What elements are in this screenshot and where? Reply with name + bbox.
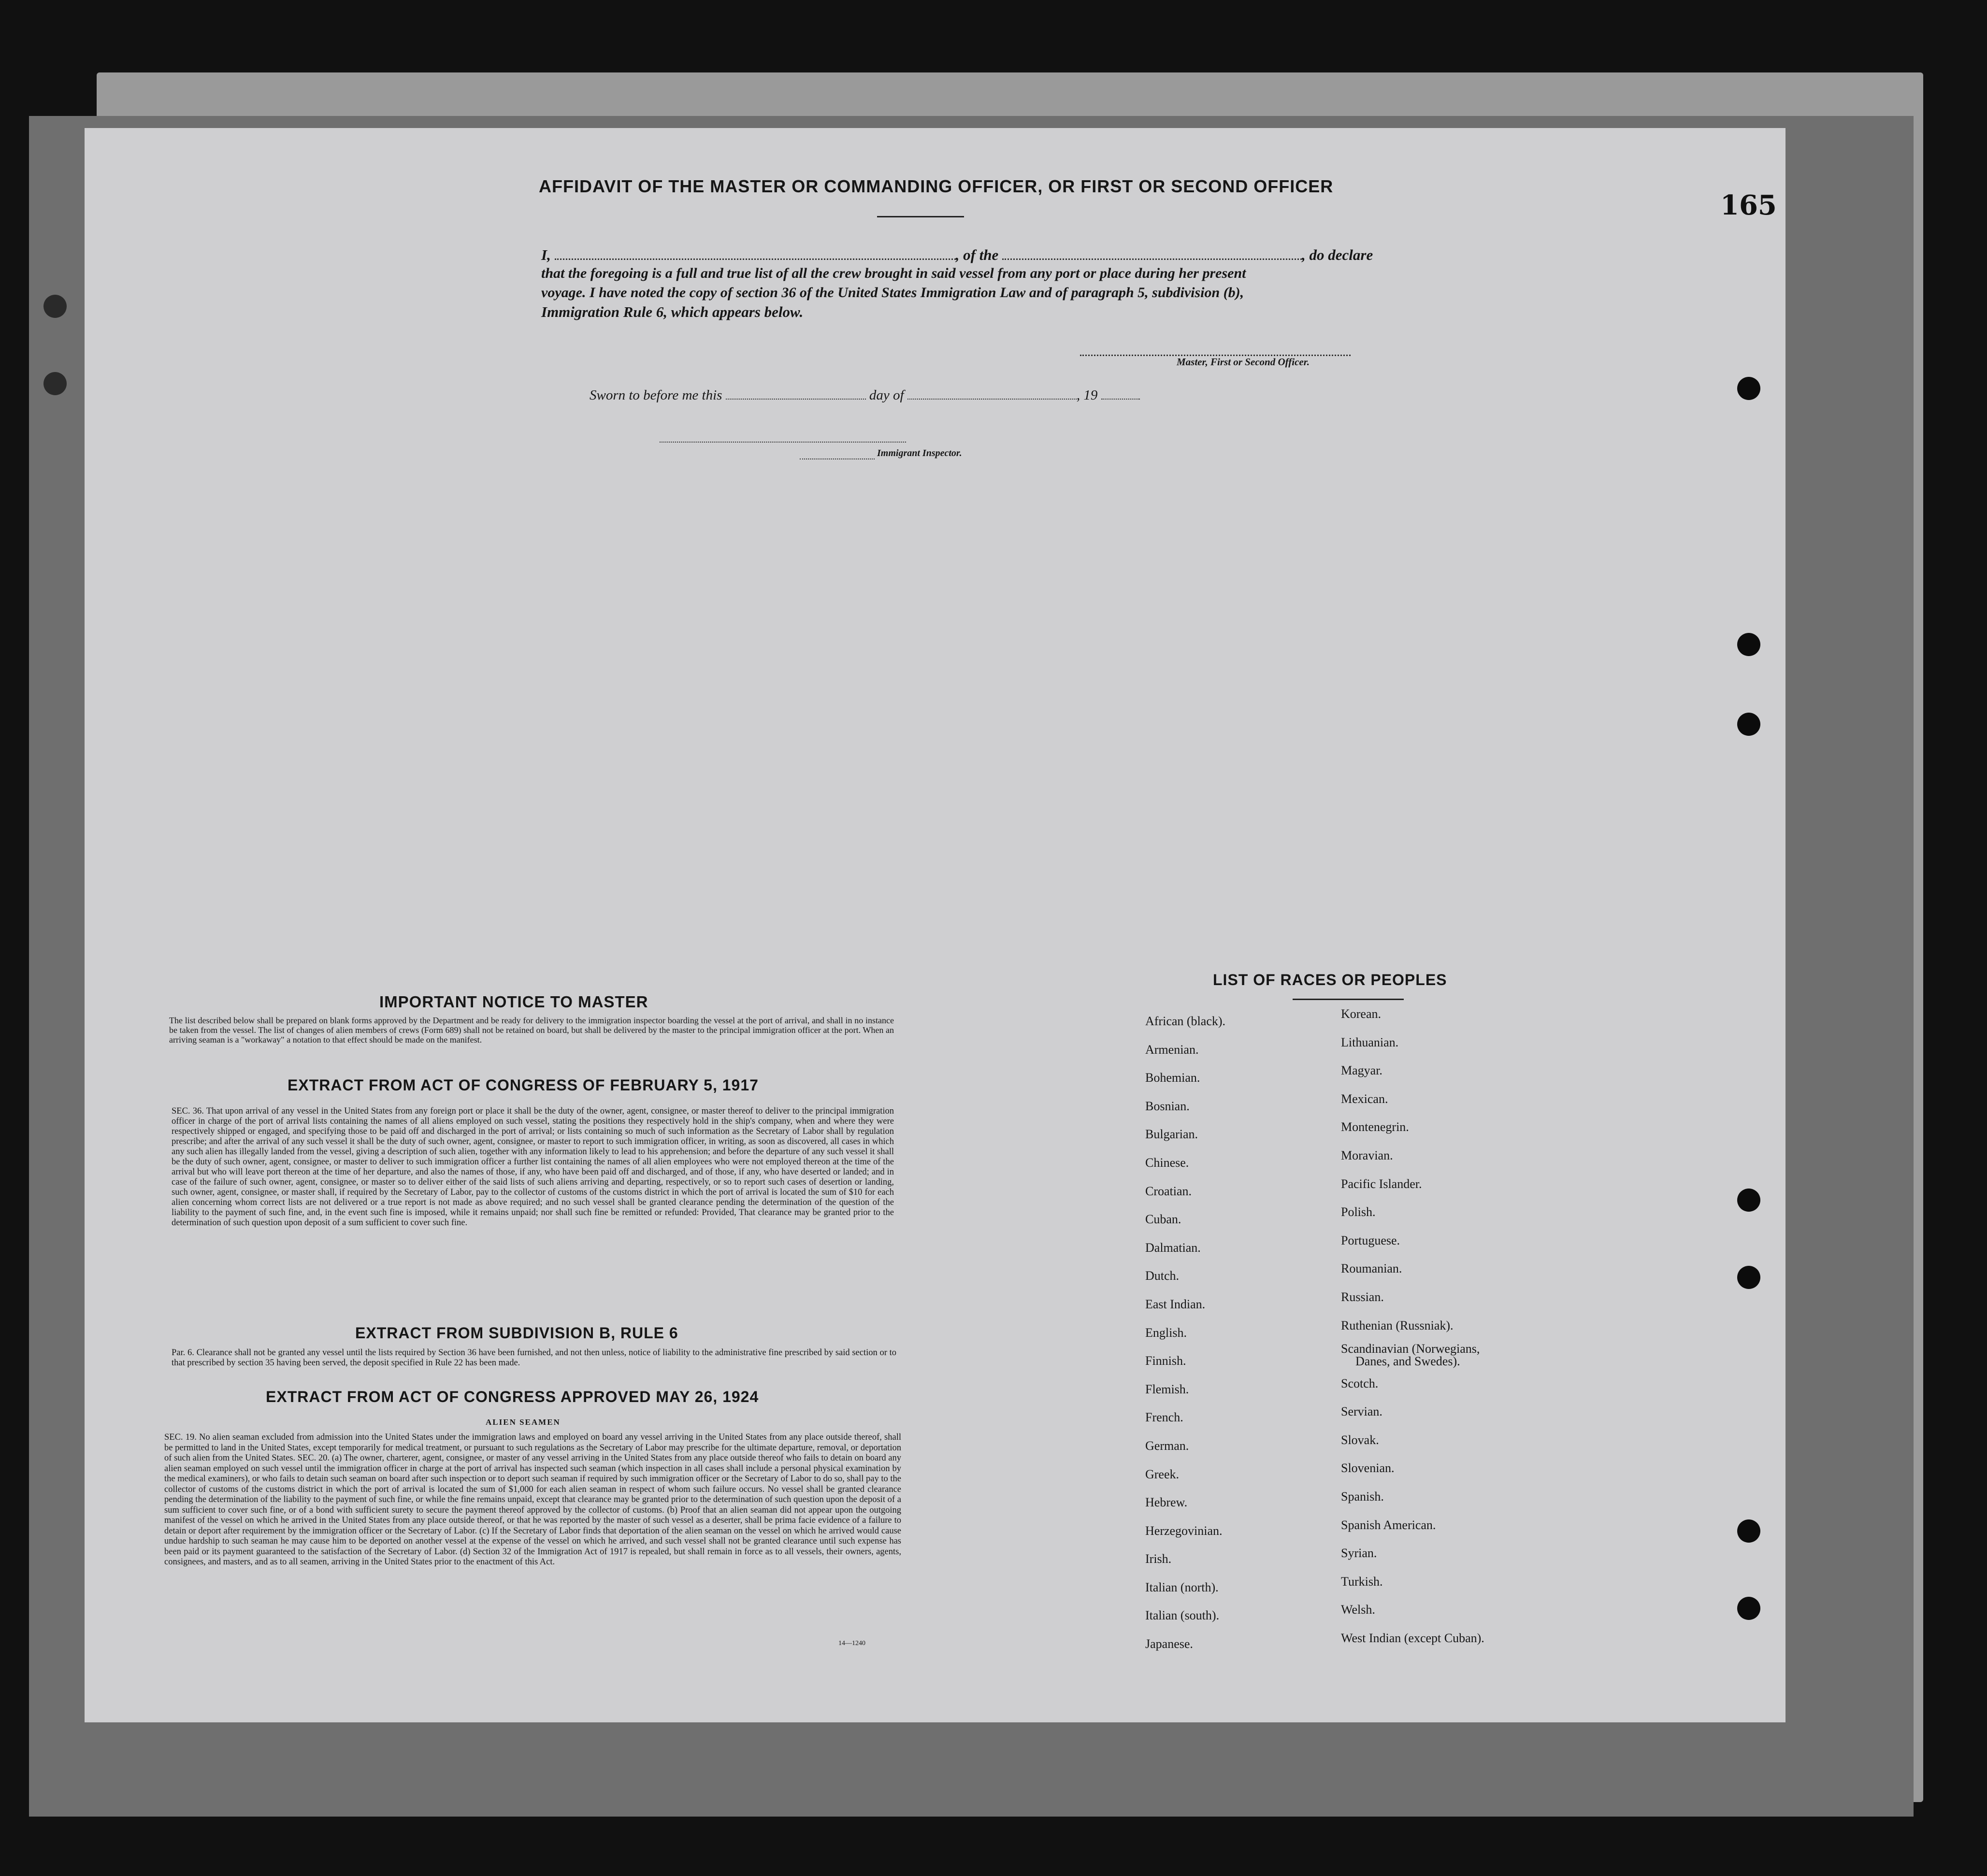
race-right-4: Montenegrin. [1341,1120,1409,1134]
race-right-13: Danes, and Swedes). [1355,1354,1460,1368]
sworn-year: , 19 [1076,387,1098,403]
race-right-7: Polish. [1341,1205,1376,1219]
race-right-16: Slovak. [1341,1432,1379,1447]
title-rule [877,216,964,217]
page-number: 165 [1720,189,1777,221]
race-right-14: Scotch. [1341,1376,1379,1390]
races-left-column [1145,1015,1225,1666]
form-page [85,128,1785,1722]
race-left-9: Dutch. [1145,1269,1180,1283]
master-signature-label: Master, First or Second Officer. [1177,356,1310,368]
race-left-6: Croatian. [1145,1184,1192,1198]
affidavit-i: I, [541,246,551,263]
race-left-3: Bosnian. [1145,1099,1190,1113]
binder-hole [1737,1519,1760,1543]
race-left-15: German. [1145,1438,1189,1453]
race-right-1: Lithuanian. [1341,1035,1399,1049]
race-left-10: East Indian. [1145,1297,1206,1311]
sworn-day-of: day of [869,387,904,403]
races-title-rule [1293,999,1404,1000]
vessel-blank[interactable] [1002,247,1302,260]
extract-1924-title: EXTRACT FROM ACT OF CONGRESS APPROVED MAY 26, 1924 [266,1388,759,1405]
race-left-5: Chinese. [1145,1155,1189,1170]
race-right-6: Pacific Islander. [1341,1176,1422,1191]
affidavit-line-3: voyage. I have noted the copy of section 36 of the United States Immigration Law and of paragraph 5, subdivision (b), [541,285,1244,301]
binder-hole [1737,633,1760,656]
race-left-22: Japanese. [1145,1637,1193,1651]
extract-1917-title: EXTRACT FROM ACT OF CONGRESS OF FEBRUARY 5, 1917 [288,1076,759,1094]
race-right-19: Spanish American. [1341,1518,1436,1532]
binder-hole [1737,1266,1760,1289]
race-right-5: Moravian. [1341,1148,1393,1162]
affidavit-line-1 [541,245,1373,265]
name-blank[interactable] [555,247,956,260]
binder-hole [43,295,67,318]
extract-1917-text: SEC. 36. That upon arrival of any vessel in the United States from any foreign port or place it shall be the duty of the owner, agent, consignee, or master thereof to deliver to the principal immigration officer in charge of the port of arrival lists containing the names of all aliens employed on such vessel, stating the positions they respectively hold in the ship's company, when and where they were respectively shipped or engaged, and specifying those to be paid off and discharged in the port of arrival; or lists containing so much of such information as the Secretary of Labor shall by regulation prescribe; and after the arrival of any such vessel it shall be the duty of such owner, agent, consignee, or master to report to such immigration officer, in writing, as soon as discovered, all cases in which any such alien has illegally landed from the vessel, giving a description of such alien, together with any information likely to lead to his apprehension; and before the departure of any such vessel it shall be the duty of such owner, agent, consignee, or master to deliver to such immigration officer a further list containing the names of all alien employees who were not employed thereon at the time of the arrival but who will leave port thereon at the time of her departure, and also the names of those, if any, who have been paid off and discharged, and of those, if any, who have deserted or landed; and in case of the failure of such owner, agent, consignee, or master so to deliver either of the said lists of such aliens arriving and departing, respectively, or so to report such cases of desertion or landing, such owner, agent, consignee, or master shall, if required by the Secretary of Labor, pay to the collector of customs of the customs district in which the port of arrival is located the sum of $10 for each alien concerning whom correct lists are not delivered or a true report is not made as above required; and no such vessel shall be granted clearance pending the determination of the question of the liability to the payment of such fine, and, in the event such fine is imposed, while it remains unpaid; nor shall such fine be remitted or refunded: Provided, That clearance may be granted prior to the determination of such question upon deposit of a sum sufficient to cover such fine. [172,1106,894,1228]
race-right-18: Spanish. [1341,1489,1384,1504]
race-left-14: French. [1145,1410,1183,1425]
affidavit-of-the: , of the [955,246,999,263]
race-right-20: Syrian. [1341,1546,1377,1561]
race-left-7: Cuban. [1145,1212,1181,1227]
race-left-18: Herzegovinian. [1145,1523,1223,1538]
race-left-1: Armenian. [1145,1042,1199,1057]
binder-hole [1737,1189,1760,1212]
sworn-prefix: Sworn to before me this [590,387,722,403]
race-right-0: Korean. [1341,1007,1382,1021]
extract-1924-subtitle: ALIEN SEAMEN [486,1418,561,1427]
race-left-13: Flemish. [1145,1382,1189,1396]
affidavit-title: AFFIDAVIT OF THE MASTER OR COMMANDING OFFICER, OR FIRST OR SECOND OFFICER [539,176,1334,196]
race-right-11: Ruthenian (Russniak). [1341,1318,1454,1332]
affidavit-line-2: that the foregoing is a full and true list of all the crew brought in said vessel from any port or place during her present [541,265,1246,281]
race-left-11: English. [1145,1325,1187,1340]
binder-hole [1737,377,1760,400]
race-right-8: Portuguese. [1341,1233,1400,1247]
extract-rule6-text: Par. 6. Clearance shall not be granted any vessel until the lists required by Section 36 have been furnished, and not then unless, notice of liability to the administrative fine prescribed by said section or to that prescribed by section 35 having been served, the deposit specified in Rule 22 has been made. [172,1348,896,1368]
form-number: 14—1240 [838,1640,865,1647]
sworn-year-blank[interactable] [1101,387,1140,400]
race-right-2: Magyar. [1341,1063,1382,1078]
race-right-21: Turkish. [1341,1574,1383,1589]
race-right-22: Welsh. [1341,1603,1375,1617]
binder-hole [43,372,67,395]
affidavit-declare: , do declare [1302,246,1373,263]
sworn-month-blank[interactable] [907,387,1077,400]
race-left-4: Bulgarian. [1145,1127,1198,1142]
notice-title: IMPORTANT NOTICE TO MASTER [379,993,648,1011]
race-left-12: Finnish. [1145,1354,1186,1368]
extract-1924-text: SEC. 19. No alien seaman excluded from admission into the United States under the immigration laws and employed on board any vessel arriving in the United States from any place outside thereof, shall be permitted to land in the United States, except temporarily for medical treatment, or pursuant to such regulations as the Secretary of Labor may prescribe for the ultimate departure, removal, or deportation of such alien from the United States. SEC. 20. (a) The owner, charterer, agent, consignee, or master of any vessel arriving in the United States from any place outside thereof who fails to detain on board any alien seaman employed on such vessel until the immigration officer in charge at the port of arrival has inspected such seaman (which inspection in all cases shall include a personal physical examination by the medical examiners), or who fails to detain such seaman on board after such inspection or to deport such seaman if required by such immigration officer or the Secretary of Labor to do so, shall pay to the collector of customs of the customs district in which the port of arrival is located the sum of $1,000 for each alien seaman in respect of whom such failure occurs. No vessel shall be granted clearance pending the determination of the liability to the payment of such fine, or while the fine remains unpaid, except that clearance may be granted prior to the determination of such question upon the deposit of a sum sufficient to cover such fine, or of a bond with sufficient surety to secure the payment thereof approved by the collector of customs. (b) Proof that an alien seaman did not appear upon the outgoing manifest of the vessel on which he arrived in the United States from any place outside thereof, or that he was reported by the master of such vessel as a deserter, shall be prima facie evidence of a failure to detain or deport after requirement by the immigration officer or the Secretary of Labor. (c) If the Secretary of Labor finds that deportation of the alien seaman on the vessel on which he arrived would cause undue hardship to such seaman he may cause him to be deported on another vessel at the expense of the vessel on which he arrived, and such vessel shall not be granted clearance until such expense has been paid or its payment guaranteed to the satisfaction of the Secretary of Labor. (d) Section 32 of the Immigration Act of 1917 is repealed, but shall remain in force as to all vessels, their owners, agents, consignees, and masters, and as to all seamen, arriving in the United States prior to the enactment of this Act. [164,1432,901,1567]
race-left-8: Dalmatian. [1145,1240,1201,1255]
races-title: LIST OF RACES OR PEOPLES [1213,971,1447,988]
races-right-column [1341,1007,1484,1660]
extract-rule6-title: EXTRACT FROM SUBDIVISION B, RULE 6 [355,1324,678,1342]
race-left-0: African (black). [1145,1014,1226,1028]
binder-hole [1737,1597,1760,1620]
race-left-16: Greek. [1145,1467,1180,1481]
inspector-signature-blank[interactable] [660,430,906,443]
master-signature-blank[interactable] [1080,343,1351,356]
race-left-21: Italian (south). [1145,1608,1220,1623]
race-right-9: Roumanian. [1341,1261,1402,1276]
sworn-date-blank[interactable] [726,387,866,400]
race-right-10: Russian. [1341,1289,1384,1304]
inspector-label: Immigrant Inspector. [877,448,962,458]
notice-text: The list described below shall be prepared on blank forms approved by the Department and be ready for delivery to the immigration inspector boarding the vessel at the port of arrival, and shall in no instance be taken from the vessel. The list of changes of alien members of crews (Form 689) shall not be retained on board, but shall be delivered by the master to the principal immigration officer at the port. When an arriving seaman is a "workaway" a notation to that effect should be made on the manifest. [169,1016,894,1045]
binder-hole [1737,713,1760,736]
race-right-23: West Indian (except Cuban). [1341,1631,1484,1645]
race-left-20: Italian (north). [1145,1580,1219,1594]
race-right-15: Servian. [1341,1404,1382,1419]
race-left-2: Bohemian. [1145,1071,1200,1085]
race-right-3: Mexican. [1341,1091,1388,1106]
race-left-17: Hebrew. [1145,1495,1188,1510]
inspector-signature-lead [800,447,875,459]
affidavit-line-4: Immigration Rule 6, which appears below. [541,303,804,320]
race-left-19: Irish. [1145,1552,1172,1566]
race-right-12: Scandinavian (Norwegians, [1341,1341,1480,1356]
race-right-17: Slovenian. [1341,1461,1395,1475]
sworn-line [590,386,1140,405]
